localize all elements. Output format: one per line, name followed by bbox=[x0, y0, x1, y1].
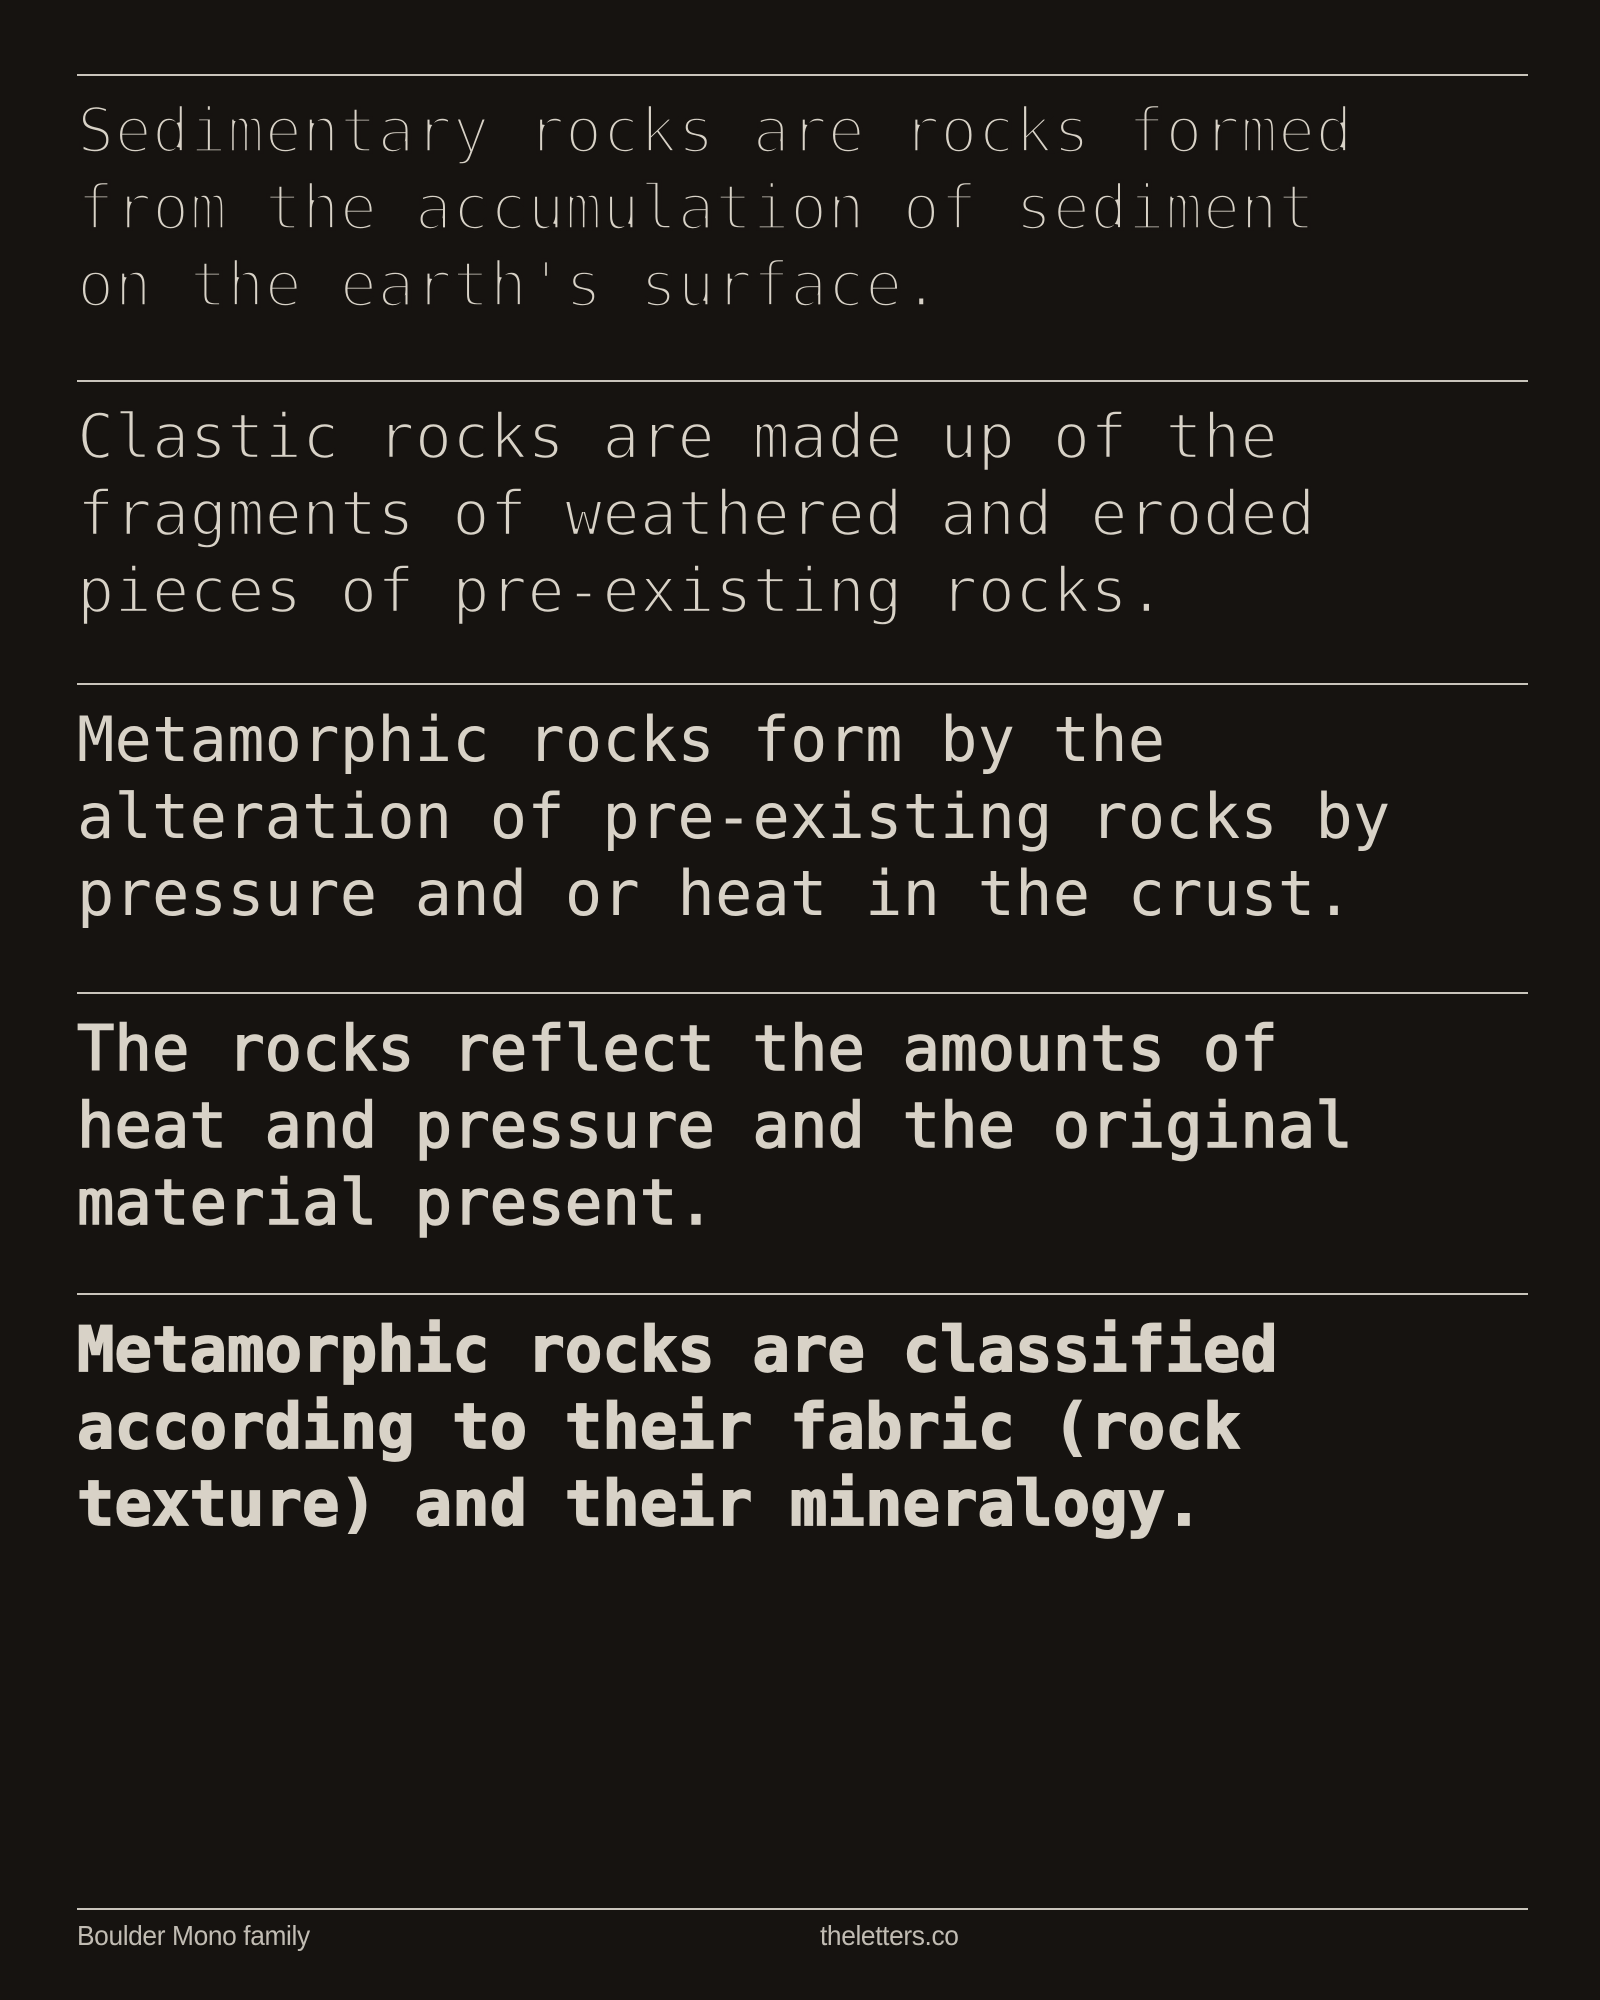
foundry-website-link[interactable]: theletters.co bbox=[820, 1920, 959, 1951]
specimen-line: Metamorphic rocks are classified bbox=[77, 1313, 1278, 1386]
specimen-line: fragments of weathered and eroded bbox=[77, 477, 1316, 550]
page-footer bbox=[77, 1908, 1528, 1956]
section-rule bbox=[77, 992, 1528, 994]
footer-rule bbox=[77, 1908, 1528, 1910]
section-rule bbox=[77, 683, 1528, 685]
specimen-section-bold bbox=[77, 1293, 1528, 1542]
specimen-line: The rocks reflect the amounts of bbox=[77, 1012, 1278, 1085]
section-rule bbox=[77, 380, 1528, 382]
specimen-section-medium bbox=[77, 992, 1528, 1241]
font-family-label: Boulder Mono family bbox=[77, 1920, 310, 1951]
specimen-paragraph bbox=[77, 1010, 1528, 1241]
specimen-line: on the earth's surface. bbox=[77, 248, 941, 321]
specimen-line: Sedimentary rocks are rocks formed bbox=[77, 94, 1353, 167]
specimen-line: heat and pressure and the original bbox=[77, 1089, 1353, 1162]
specimen-line: Metamorphic rocks form by the bbox=[77, 703, 1166, 776]
section-rule bbox=[77, 1293, 1528, 1295]
footer-row bbox=[77, 1920, 1528, 1956]
specimen-paragraph bbox=[77, 701, 1528, 932]
specimen-line: pressure and or heat in the crust. bbox=[77, 857, 1353, 930]
specimen-paragraph bbox=[77, 1311, 1528, 1542]
specimen-line: texture) and their mineralogy. bbox=[77, 1467, 1203, 1540]
specimen-paragraph bbox=[77, 92, 1528, 323]
section-rule bbox=[77, 74, 1528, 76]
specimen-section-regular bbox=[77, 683, 1528, 932]
specimen-line: from the accumulation of sediment bbox=[77, 171, 1316, 244]
specimen-section-light bbox=[77, 380, 1528, 629]
specimen-line: alteration of pre-existing rocks by bbox=[77, 780, 1391, 853]
specimen-section-thin bbox=[77, 74, 1528, 323]
specimen-line: Clastic rocks are made up of the bbox=[77, 400, 1278, 473]
specimen-line: material present. bbox=[77, 1166, 715, 1239]
specimen-line: according to their fabric (rock bbox=[77, 1390, 1241, 1463]
specimen-line: pieces of pre-existing rocks. bbox=[77, 554, 1166, 627]
specimen-paragraph bbox=[77, 398, 1528, 629]
